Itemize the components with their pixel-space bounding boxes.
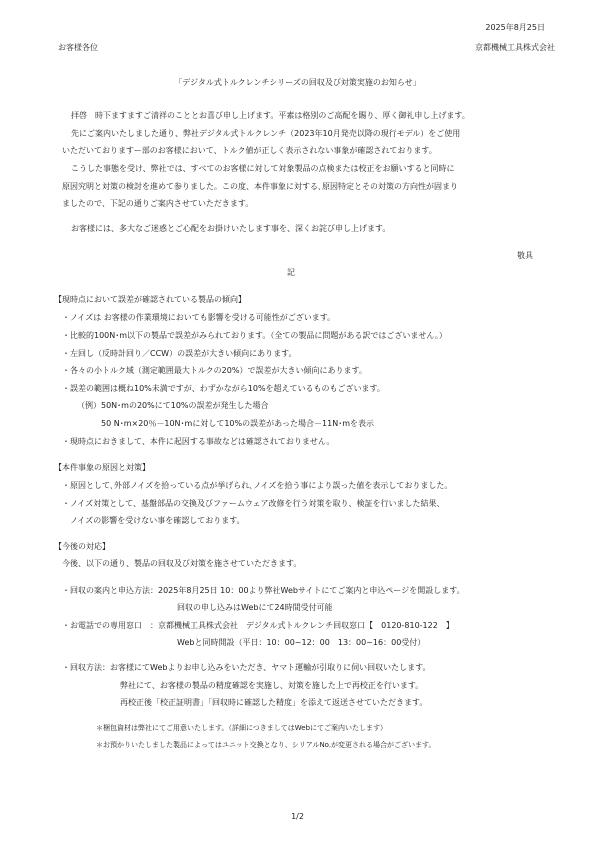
page-number: 1/2	[291, 812, 304, 821]
trend-item: ・各々の小トルク域（測定範囲最大トルクの20%）で誤差が大きい傾向にあります。	[62, 366, 367, 375]
response-item: ・お電話での専用窓口 ：京都機械工具株式会社 デジタル式トルクレンチ回収窓口【 0120-810-122 】	[62, 621, 454, 630]
section-heading-product-trends: 【現時点において誤差が確認されている製品の傾向】	[54, 295, 246, 304]
note-line: ＊お預かりいたしました製品によってはユニット交換となり、シリアルNo.が変更される場合がございます。	[96, 741, 436, 749]
response-detail: Webと同時開設（平日：10：00~12：00 13：00~16：00受付）	[177, 638, 426, 647]
trend-item: ・現時点におきまして、本件に起因する事故などは確認されておりません。	[62, 437, 335, 446]
cause-item: ・ノイズ対策として、基盤部品の交換及びファームウェア改修を行う対策を取り、検証を行いました結果、	[62, 499, 445, 508]
intro-line: 原因究明と対策の検討を進めて参りました。この度、本件事象に対する､原因特定とその対策の方向性が固まり	[62, 182, 458, 191]
trend-item: ・誤差の範囲は概ね10%未満ですが、わずかながら10%を超えているものもございます。	[62, 384, 385, 393]
example-detail: 50 N･m×20％－10N･mに対して10%の誤差があった場合－11N･mを表示	[101, 419, 374, 428]
trend-item: ・ノイズは お客様の作業環境においても影響を受ける可能性がございます。	[62, 313, 336, 322]
trend-item: ・比較的100N･m以下の製品で誤差がみられております。（全ての製品に問題がある訳ではございません。）	[62, 331, 447, 340]
intro-line: いただいておりますー部のお客様において、トルク値が正しく表示されない事象が確認されております。	[62, 146, 437, 155]
intro-line: こうした事態を受け、弊社では、すべてのお客様に対して対象製品の点検または校正をお願いすると同時に	[71, 164, 455, 173]
response-detail: 弊社にて、お客様の製品の精度確認を実施し、対策を施した上で再校正を行います。	[120, 681, 424, 690]
intro-line: 先にご案内いたしました通り、弊社デジタル式トルクレンチ（2023年10月発売以降の現行モデル）をご使用	[71, 129, 461, 138]
trend-item: ・左回し（反時計回り／CCW）の誤差が大きい傾向にあります。	[62, 349, 297, 358]
document-date: 2025年8月25日	[485, 23, 545, 32]
sender-company: 京都機械工具株式会社	[475, 43, 555, 52]
closing-keigu: 敬具	[517, 251, 533, 260]
cause-item: ・原因として､外部ノイズを拾っている点が挙げられ､ノイズを拾う事により誤った値を表示しておりました。	[62, 481, 453, 490]
response-detail: 回収の申し込みはWebにて24時間受付可能	[177, 603, 333, 612]
section-heading-response: 【今後の対応】	[54, 542, 110, 551]
note-line: ＊梱包資材は弊社にてご用意いたします。（詳細につきましてはWebにてご案内いたします）	[96, 724, 388, 732]
response-lead: 今後、以下の通り、製品の回収及び対策を施させていただきます。	[62, 559, 302, 568]
recipient: お客様各位	[58, 43, 98, 52]
intro-line: ましたので、下記の通りご案内させていただきます。	[62, 199, 254, 208]
intro-line: 拝啓 時下ますますご清祥のこととお喜び申し上げます。平素は格別のご高配を賜り、厚く御礼申し上げます。	[71, 111, 470, 120]
ki-marker: 記	[287, 268, 295, 277]
section-heading-cause: 【本件事象の原因と対策】	[54, 463, 150, 472]
example-line: （例）50N･mの20%にて10%の誤差が発生した場合	[77, 401, 269, 410]
apology-line: お客様には、多大なご迷惑とご心配をお掛けいたします事を、深くお詫び申し上げます。	[71, 224, 391, 233]
response-detail: 再校正後「校正証明書」「回収時に確認した精度」を添えて返送させていただきます。	[120, 698, 428, 707]
document-title: 「デジタル式トルクレンチシリーズの回収及び対策実施のお知らせ」	[174, 78, 421, 87]
response-item: ・回収の案内と申込方法：2025年8月25日 10：00より弊社Webサイトにてご案内と申込ページを開設します。	[62, 586, 465, 595]
cause-item: ノイズの影響を受けない事を確認しております。	[70, 516, 245, 525]
response-item: ・回収方法：お客様にてWebよりお申し込みをいただき、ヤマト運輸が引取りに伺い回収いたします。	[62, 663, 431, 672]
